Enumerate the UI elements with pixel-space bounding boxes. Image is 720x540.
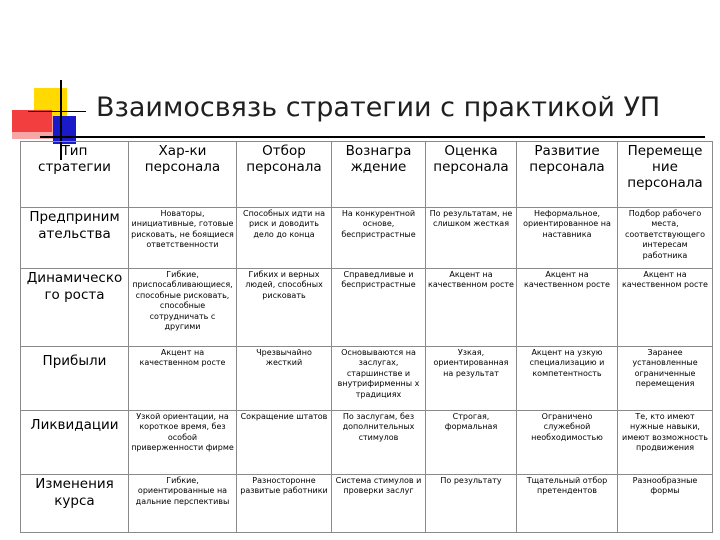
table-cell: Узкой ориентации, на короткое время, без особой приверженности фирме [129, 411, 237, 475]
decor-horizontal-line [28, 111, 86, 112]
strategy-type: Прибыли [21, 347, 129, 411]
table-cell: Подбор рабочего места, соответствующего интересам работника [618, 208, 713, 269]
table-row [21, 475, 713, 533]
table-cell: Узкая, ориентированная на результат [426, 347, 517, 411]
table-cell: Система стимулов и проверки заслуг [332, 475, 426, 533]
strategy-type: Предприним ательства [21, 208, 129, 269]
table-cell: Акцент на качественном росте [618, 269, 713, 347]
table-cell: Гибкие, приспосабливающиеся, способные рисковать, способные сотрудничать с другими [129, 269, 237, 347]
slide-title: Взаимосвязь стратегии с практикой УП [96, 92, 661, 123]
table-cell: Тщательный отбор претендентов [517, 475, 618, 533]
title-underline [40, 136, 705, 138]
table-cell: Акцент на качественном росте [517, 269, 618, 347]
header-cell: Вознагра ждение [332, 142, 426, 208]
table-cell: Гибкие, ориентированные на дальние перспективы [129, 475, 237, 533]
table-cell: Акцент на качественном росте [426, 269, 517, 347]
table-row [21, 208, 713, 269]
strategy-type: Изменения курса [21, 475, 129, 533]
table-cell: Ограничено служебной необходимостью [517, 411, 618, 475]
table-row [21, 347, 713, 411]
table-row [21, 411, 713, 475]
header-cell: Оценка персонала [426, 142, 517, 208]
header-cell: Хар-ки персонала [129, 142, 237, 208]
table-cell: Новаторы, инициативные, готовые рисковать, не боящиеся ответственности [129, 208, 237, 269]
table-cell: Те, кто имеют нужные навыки, имеют возможность продвижения [618, 411, 713, 475]
decor-red-square [12, 110, 52, 132]
table-cell: Способных идти на риск и доводить дело до конца [237, 208, 332, 269]
table-cell: По заслугам, без дополнительных стимулов [332, 411, 426, 475]
table-cell: Сокращение штатов [237, 411, 332, 475]
table-cell: Чрезвычайно жесткий [237, 347, 332, 411]
strategy-table [20, 141, 713, 533]
table-cell: Неформальное, ориентированное на наставника [517, 208, 618, 269]
strategy-type: Ликвидации [21, 411, 129, 475]
table-cell: По результатам, не слишком жесткая [426, 208, 517, 269]
decor-blue-square [53, 116, 76, 144]
table-cell: Гибких и верных людей, способных рисковать [237, 269, 332, 347]
table-cell: Справедливые и беспристрастные [332, 269, 426, 347]
table-cell: На конкурентной основе, беспристрастные [332, 208, 426, 269]
strategy-type: Динамическо го роста [21, 269, 129, 347]
header-cell: Развитие персонала [517, 142, 618, 208]
header-row [21, 142, 713, 208]
header-cell: Перемеще ние персонала [618, 142, 713, 208]
table-cell: Разнообразные формы [618, 475, 713, 533]
table-row [21, 269, 713, 347]
table-cell: Основываются на заслугах, старшинстве и внутрифирменны х традициях [332, 347, 426, 411]
header-cell: Тип стратегии [21, 142, 129, 208]
table-cell: Строгая, формальная [426, 411, 517, 475]
table-cell: Заранее установленные ограниченные перемещения [618, 347, 713, 411]
table-cell: По результату [426, 475, 517, 533]
table-cell: Акцент на качественном росте [129, 347, 237, 411]
table-cell: Акцент на узкую специализацию и компетентность [517, 347, 618, 411]
header-cell: Отбор персонала [237, 142, 332, 208]
table-cell: Разносторонне развитые работники [237, 475, 332, 533]
